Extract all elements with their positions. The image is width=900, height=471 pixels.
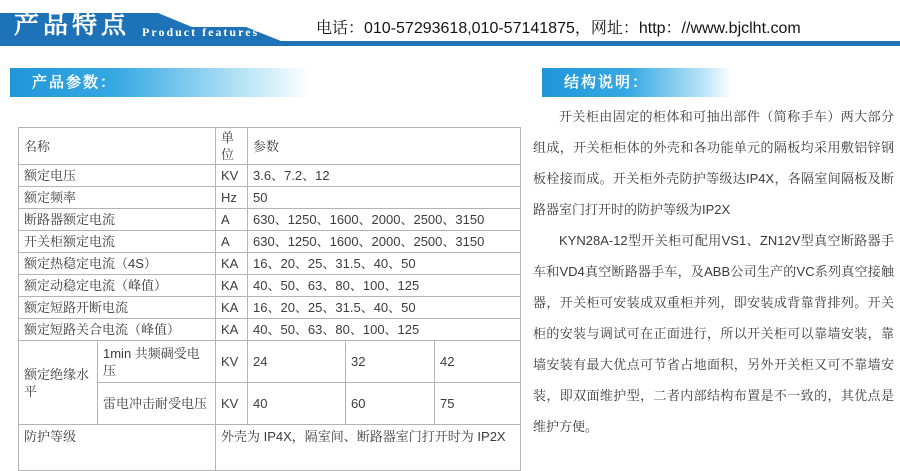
param-unit-cell: KA [216, 275, 248, 297]
col-header-value: 参数 [248, 128, 521, 165]
param-value-cell: 3.6、7.2、12 [248, 165, 521, 187]
col-header-unit: 单位 [216, 128, 248, 165]
param-unit-cell: KV [216, 383, 248, 425]
param-value-cell: 40、50、63、80、100、125 [248, 319, 521, 341]
structure-paragraph: 开关柜由固定的柜体和可抽出部件（简称手车）两大部分组成，开关柜柜体的外壳和各功能单元的隔板均采用敷铝锌钢板栓接而成。开关柜外壳防护等级达IP4X，各隔室间隔板及断路器室门打开时的防护等级为IP2X [533, 109, 894, 217]
param-name-cell: 额定频率 [19, 187, 216, 209]
param-name-cell: 开关柜额定电流 [19, 231, 216, 253]
structure-description [533, 101, 894, 442]
param-unit-cell: A [216, 209, 248, 231]
param-unit-cell: KV [216, 165, 248, 187]
params-table [18, 127, 521, 471]
param-value-cell: 630、1250、1600、2000、2500、3150 [248, 209, 521, 231]
insulation-value-cell: 24 [248, 341, 346, 383]
insulation-value-cell: 42 [435, 341, 521, 383]
param-unit-cell: KA [216, 319, 248, 341]
param-value-cell: 外壳为 IP4X，隔室间、断路器室门打开时为 IP2X [216, 425, 521, 471]
table-row [19, 165, 521, 187]
insulation-sub-label: 1min 共频碉受电压 [98, 341, 216, 383]
param-unit-cell: KA [216, 297, 248, 319]
param-name-cell: 额定电压 [19, 165, 216, 187]
table-header-row [19, 128, 521, 165]
table-row [19, 253, 521, 275]
param-unit-cell: A [216, 231, 248, 253]
protection-row [19, 425, 521, 471]
insulation-value-cell: 32 [346, 341, 435, 383]
section-heading-params: 产品参数： [10, 68, 310, 97]
insulation-group-label: 额定绝缘水平 [19, 341, 98, 425]
table-row [19, 231, 521, 253]
param-value-cell: 40、50、63、80、100、125 [248, 275, 521, 297]
structure-paragraph: KYN28A-12型开关柜可配用VS1、ZN12V型真空断路器手车和VD4真空断路器手车，及ABB公司生产的VC系列真空接触器，开关柜可安装成双重柜并列，即安装成背靠背排列。开关柜的安装与调试可在正面进行，所以开关柜可以靠墙安装，靠墙安装有最大优点可节省占地面积，另外开关柜又可不靠墙安装，即双面维护型，二者内部结构布置是不一致的，其优点是维护方便。 [533, 233, 894, 434]
insulation-value-cell: 60 [346, 383, 435, 425]
param-value-cell: 50 [248, 187, 521, 209]
param-value-cell: 630、1250、1600、2000、2500、3150 [248, 231, 521, 253]
param-unit-cell: Hz [216, 187, 248, 209]
param-name-cell: 额定动稳定电流（峰值） [19, 275, 216, 297]
banner-subtitle: Product features [142, 25, 260, 39]
insulation-row-1 [19, 341, 521, 383]
param-value-cell: 16、20、25、31.5、40、50 [248, 297, 521, 319]
banner-title: 产品特点 [14, 11, 131, 39]
param-value-cell: 16、20、25、31.5、40、50 [248, 253, 521, 275]
insulation-value-cell: 75 [435, 383, 521, 425]
table-row [19, 187, 521, 209]
param-name-cell: 断路器额定电流 [19, 209, 216, 231]
table-row [19, 275, 521, 297]
param-name-cell: 额定短路开断电流 [19, 297, 216, 319]
insulation-value-cell: 40 [248, 383, 346, 425]
contact-info: 电话：010-57293618,010-57141875，网址：http：//www.bjclht.com [316, 20, 801, 37]
section-heading-structure: 结构说明： [542, 68, 732, 97]
param-name-cell: 额定热稳定电流（4S） [19, 253, 216, 275]
table-row [19, 319, 521, 341]
table-row [19, 297, 521, 319]
col-header-name: 名称 [19, 128, 216, 165]
param-unit-cell: KA [216, 253, 248, 275]
insulation-sub-label: 雷电冲击耐受电压 [98, 383, 216, 425]
param-name-cell: 防护等级 [19, 425, 216, 471]
param-name-cell: 额定短路关合电流（峰值） [19, 319, 216, 341]
param-unit-cell: KV [216, 341, 248, 383]
table-row [19, 209, 521, 231]
